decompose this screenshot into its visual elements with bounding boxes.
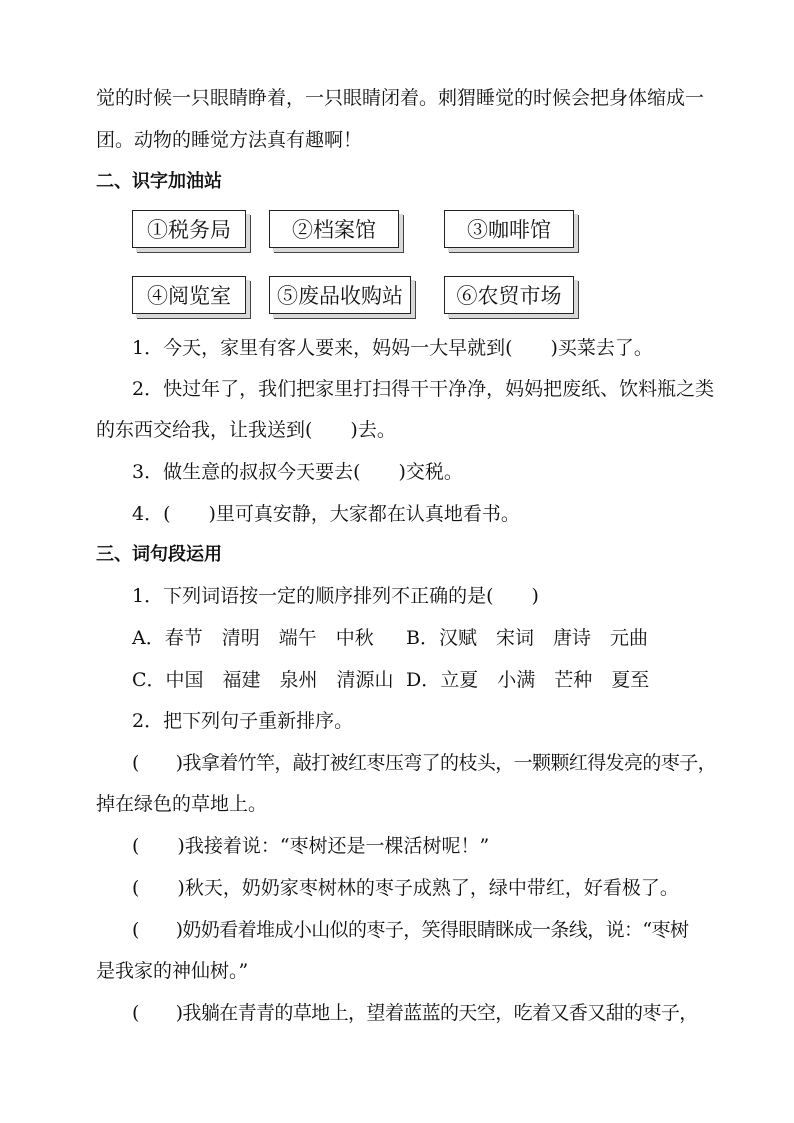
option-d: D．立夏 小满 芒种 夏至 xyxy=(406,669,650,691)
s2-question-1: 1．今天，家里有客人要来，妈妈一大早就到( )买菜去了。 xyxy=(132,337,653,359)
s2-question-3: 3．做生意的叔叔今天要去( )交税。 xyxy=(132,461,463,483)
sentence-2: ( )我接着说：“枣树还是一棵活树呢！” xyxy=(132,835,490,857)
word-box-2: ②档案馆 xyxy=(269,210,399,248)
option-a: A．春节 清明 端午 中秋 xyxy=(132,627,374,649)
word-box-6: ⑥农贸市场 xyxy=(444,276,574,314)
sentence-1-line-1: ( )我拿着竹竿，敲打被红枣压弯了的枝头，一颗颗红得发亮的枣子， xyxy=(132,752,717,774)
section-3-title: 三、词句段运用 xyxy=(96,544,222,565)
s2-question-4: 4．( )里可真安静，大家都在认真地看书。 xyxy=(132,503,520,525)
sentence-1-line-2: 掉在绿色的草地上。 xyxy=(96,793,268,815)
sentence-3: ( )秋天，奶奶家枣树林的枣子成熟了，绿中带红，好看极了。 xyxy=(132,877,679,899)
sentence-4-line-2: 是我家的神仙树。” xyxy=(96,960,249,982)
intro-line-1: 觉的时候一只眼睛睁着，一只眼睛闭着。刺猬睡觉的时候会把身体缩成一 xyxy=(96,87,705,109)
word-box-3: ③咖啡馆 xyxy=(444,210,574,248)
sentence-5: ( )我躺在青青的草地上，望着蓝蓝的天空，吃着又香又甜的枣子， xyxy=(132,1002,698,1024)
option-b: B．汉赋 宋词 唐诗 元曲 xyxy=(406,627,648,649)
s3-question-2: 2．把下列句子重新排序。 xyxy=(132,710,354,732)
word-box-4: ④阅览室 xyxy=(132,276,246,314)
s2-question-2-line-1: 2．快过年了，我们把家里打扫得干干净净，妈妈把废纸、饮料瓶之类 xyxy=(132,378,715,400)
s3-question-1: 1．下列词语按一定的顺序排列不正确的是( ) xyxy=(132,585,539,607)
word-box-5: ⑤废品收购站 xyxy=(269,276,411,314)
intro-line-2: 团。动物的睡觉方法真有趣啊！ xyxy=(96,129,363,151)
sentence-4-line-1: ( )奶奶看着堆成小山似的枣子，笑得眼睛眯成一条线，说：“枣树 xyxy=(132,919,689,941)
s2-question-2-line-2: 的东西交给我，让我送到( )去。 xyxy=(96,419,396,441)
word-box-1: ①税务局 xyxy=(132,210,246,248)
option-c: C．中国 福建 泉州 清源山 xyxy=(132,669,394,691)
section-2-title: 二、识字加油站 xyxy=(96,171,222,192)
